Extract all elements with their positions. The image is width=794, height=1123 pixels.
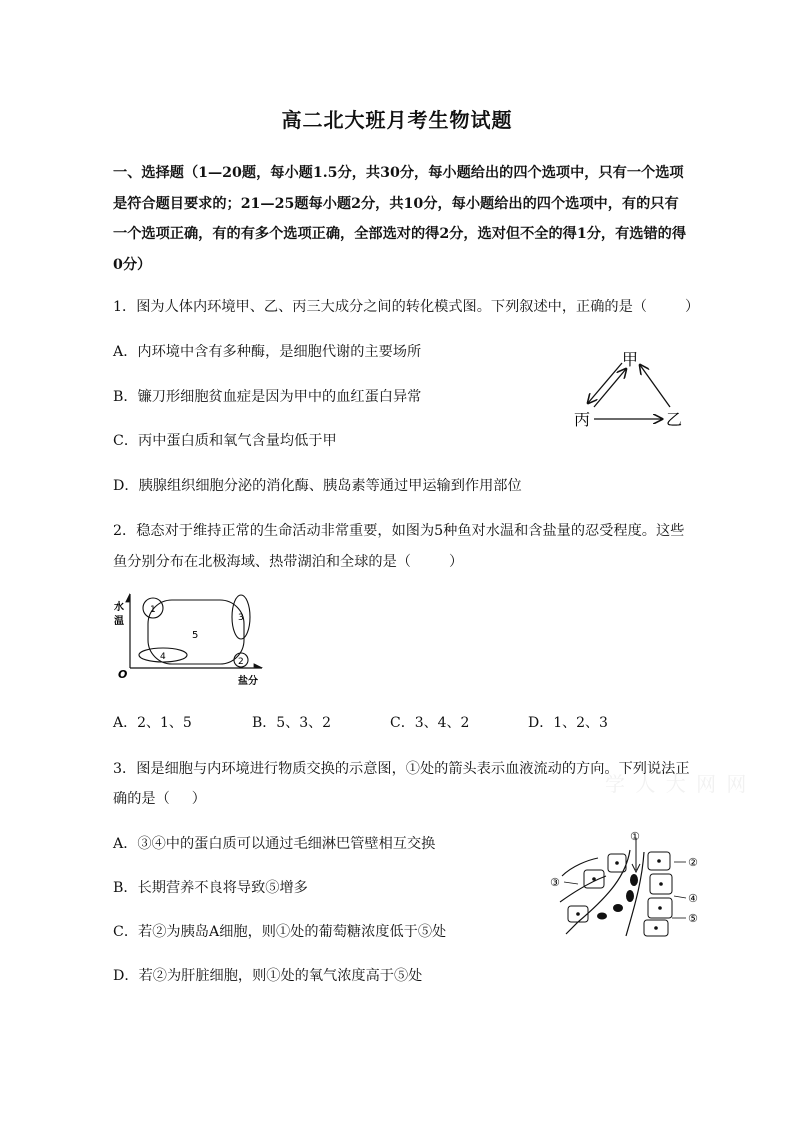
q3-option-a: A．③④中的蛋白质可以通过毛细淋巴管壁相互交换: [113, 836, 436, 852]
q1-option-a: A．内环境中含有多种酶，是细胞代谢的主要场所: [113, 344, 422, 360]
q1-stem-end: ）: [684, 299, 700, 315]
q3-stem-text: 确的是（: [113, 791, 170, 807]
q2-stem-end: ）: [448, 554, 464, 570]
q2-label-5: 5: [192, 630, 199, 641]
q1-arrow-bing-to-jia: [594, 369, 626, 407]
q3-stem-line1: 3．图是细胞与内环境进行物质交换的示意图，①处的箭头表示血液流动的方向。下列说法正: [113, 761, 690, 777]
q1-diagram: [560, 345, 700, 435]
exam-title: 高二北大班月考生物试题: [281, 108, 513, 132]
q3-label-3: ③: [550, 876, 560, 889]
q2-ylabel-2: 温: [114, 616, 124, 627]
q2-origin: O: [118, 668, 128, 681]
q3-option-b: B．长期营养不良将导致⑤增多: [113, 880, 308, 896]
q2-label-1: 1: [150, 605, 156, 615]
q2-option-c: C．3、4、2: [390, 715, 470, 731]
q3-nucleus: [615, 861, 619, 865]
q3-lymph-wall: [560, 876, 606, 902]
q3-nucleus: [654, 926, 658, 930]
q3-nucleus: [659, 882, 663, 886]
q2-figure: [108, 590, 268, 688]
q2-ylabel-1: 水: [114, 602, 124, 613]
q3-blood-cell: [626, 890, 634, 902]
q3-callout-line: [674, 896, 686, 898]
q2-option-d: D．1、2、3: [528, 715, 608, 731]
q2-stem-text: 鱼分别分布在北极海域、热带湖泊和全球的是（: [113, 554, 411, 570]
q3-lymph-wall: [562, 858, 598, 876]
q3-figure: [548, 830, 708, 942]
q3-nucleus: [592, 877, 596, 881]
q1-option-d: D．胰腺组织细胞分泌的消化酶、胰岛素等通过甲运输到作用部位: [113, 478, 522, 494]
q3-nucleus: [657, 859, 661, 863]
q3-nucleus: [658, 906, 662, 910]
q2-label-4: 4: [160, 652, 166, 662]
q1-label-bing: 丙: [574, 410, 591, 429]
q1-stem-text: 1．图为人体内环境甲、乙、丙三大成分之间的转化模式图。下列叙述中，正确的是（: [113, 299, 647, 315]
q3-label-2: ②: [688, 856, 698, 869]
q1-label-jia: 甲: [622, 350, 639, 369]
q1-label-yi: 乙: [666, 410, 683, 429]
q3-stem-end: ）: [191, 791, 206, 807]
q2-label-3: 3: [238, 613, 244, 623]
q1-arrow-yi-to-jia: [640, 365, 670, 407]
q2-option-a: A．2、1、5: [113, 715, 192, 731]
q3-label-4: ④: [688, 892, 698, 905]
q3-option-d: D．若②为肝脏细胞，则①处的氧气浓度高于⑤处: [113, 968, 423, 984]
q2-label-2: 2: [238, 657, 244, 667]
q3-label-5: ⑤: [688, 912, 698, 925]
section-header: 一、选择题（1—20题，每小题1.5分，共30分，每小题给出的四个选项中，只有一个选项是符合题目要求的；21—25题每小题2分，共10分，每小题给出的四个选项中，有的只有一个选项正确，有的有多个选项正确，全部选对的得2分，选对但不全的得1分，有选错的得0分）: [113, 165, 687, 273]
q1-option-c: C．丙中蛋白质和氧气含量均低于甲: [113, 433, 337, 449]
q3-blood-cell: [613, 904, 623, 912]
watermark: 学 人 大 网 网: [605, 772, 749, 796]
q3-blood-cell: [630, 874, 638, 886]
q3-stem-line2: [113, 788, 206, 808]
q3-callout-line: [564, 882, 578, 884]
q3-blood-cell: [597, 913, 607, 920]
q2-xlabel: 盐分: [238, 676, 258, 687]
q1-stem: [113, 296, 699, 316]
q1-arrow-jia-to-bing: [588, 363, 622, 403]
q3-option-c: C．若②为胰岛A细胞，则①处的葡萄糖浓度低于⑤处: [113, 924, 447, 940]
q1-option-b: B．镰刀形细胞贫血症是因为甲中的血红蛋白异常: [113, 389, 422, 405]
q3-label-1: ①: [630, 830, 640, 843]
q2-stem-line1: 2．稳态对于维持正常的生命活动非常重要，如图为5种鱼对水温和含盐量的忍受程度。这些: [113, 523, 685, 539]
q2-stem-line2: [113, 551, 463, 571]
q3-nucleus: [576, 912, 580, 916]
q2-option-b: B．5、3、2: [252, 715, 332, 731]
